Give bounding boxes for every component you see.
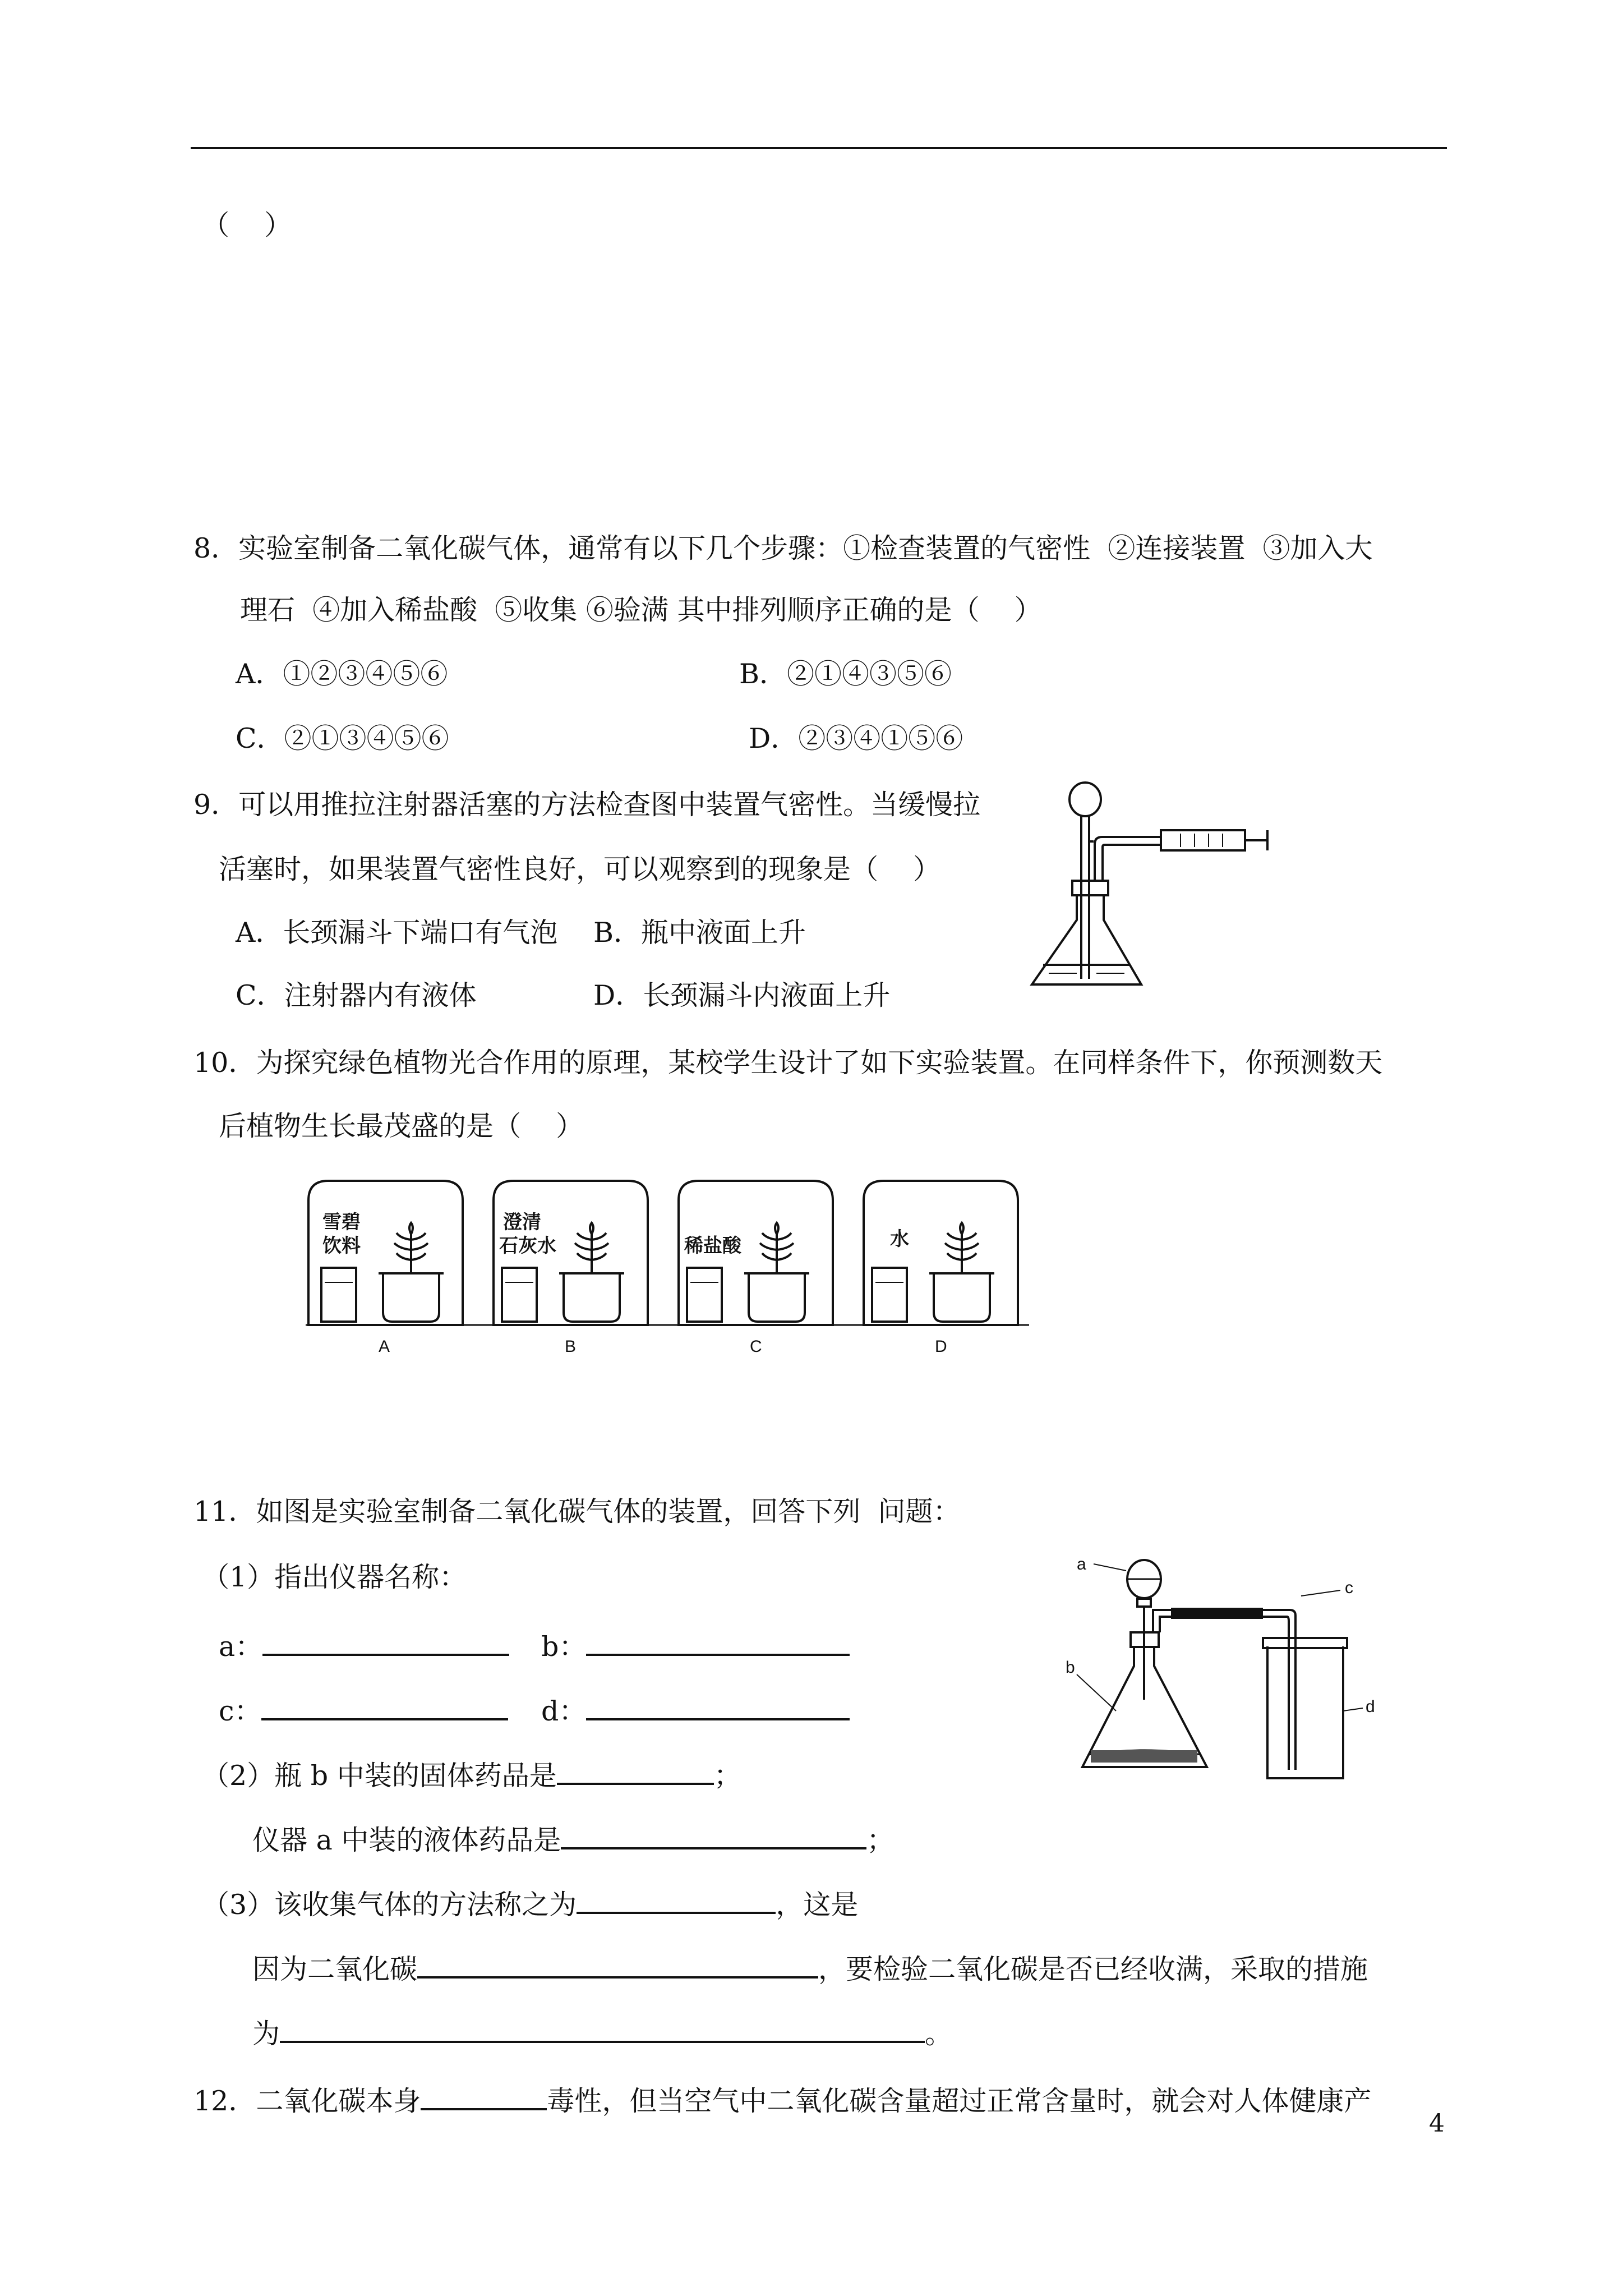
- fig-label-a: a: [1077, 1555, 1086, 1573]
- setup-d-label: 水: [890, 1228, 909, 1250]
- setup-a-letter: A: [379, 1337, 390, 1356]
- syringe-flask-apparatus-figure: [1021, 774, 1279, 999]
- q11-sub3a-text: （3）该收集气体的方法称之为: [202, 1889, 577, 1921]
- q11-d-label: d：: [541, 1695, 587, 1727]
- q9-option-b: B．瓶中液面上升: [593, 917, 806, 949]
- q8-option-c: C．②①③④⑤⑥: [236, 723, 449, 754]
- q11-blank-c: [219, 1691, 508, 1728]
- q11-sub2b: [252, 1820, 894, 1857]
- q11-sub3c: [252, 2014, 952, 2051]
- page-number: 4: [1429, 2109, 1445, 2138]
- q8-stem-line2: 理石 ④加入稀盐酸 ⑤收集 ⑥验满 其中排列顺序正确的是（ ）: [240, 594, 1042, 626]
- q11-d-answer-line[interactable]: [586, 1691, 850, 1720]
- q12-end: 毒性，但当空气中二氧化碳含量超过正常含量时，就会对人体健康产: [547, 2085, 1372, 2117]
- setup-b-letter: B: [565, 1337, 577, 1356]
- q12-toxicity-answer-line[interactable]: [421, 2081, 547, 2110]
- q11-sub3b-end: ，要检验二氧化碳是否已经收满，采取的措施: [818, 1953, 1368, 1985]
- q8-option-d: D．②③④①⑤⑥: [749, 723, 963, 754]
- q11-sub2b-text: 仪器 a 中装的液体药品是: [252, 1824, 561, 1856]
- q11-blank-a: [219, 1627, 509, 1664]
- q11-solid-reagent-answer-line[interactable]: [557, 1756, 714, 1785]
- q9-option-c: C．注射器内有液体: [236, 979, 477, 1011]
- q10-stem-line1: 10．为探究绿色植物光合作用的原理，某校学生设计了如下实验装置。在同样条件下，你预测数天: [193, 1047, 1383, 1079]
- setup-b-label-line1: 澄清: [503, 1212, 541, 1233]
- q8-option-a: A．①②③④⑤⑥: [236, 658, 448, 690]
- q9-option-d: D．长颈漏斗内液面上升: [593, 979, 891, 1011]
- q9-stem-line2: 活塞时，如果装置气密性良好，可以观察到的现象是（ ）: [219, 853, 941, 885]
- q11-collection-method-answer-line[interactable]: [577, 1885, 776, 1914]
- q11-sub3c-end: 。: [925, 2018, 953, 2050]
- setup-c-label: 稀盐酸: [684, 1235, 741, 1257]
- fig-label-b: b: [1066, 1658, 1075, 1677]
- q12-stem: [193, 2081, 1371, 2118]
- q11-liquid-reagent-answer-line[interactable]: [561, 1820, 866, 1849]
- q11-c-answer-line[interactable]: [261, 1691, 508, 1720]
- q8-option-b: B．②①④③⑤⑥: [739, 658, 952, 690]
- q11-a-label: a：: [219, 1631, 263, 1663]
- co2-generation-apparatus-figure: [1060, 1548, 1391, 1784]
- q11-c-label: c：: [219, 1695, 262, 1727]
- setup-d-letter: D: [935, 1337, 947, 1356]
- answer-bracket: （ ）: [202, 209, 292, 241]
- fig-label-c: c: [1345, 1579, 1353, 1597]
- q8-stem-line1: 8．实验室制备二氧化碳气体，通常有以下几个步骤：①检查装置的气密性 ②连接装置 ③加入大: [193, 532, 1373, 564]
- q11-reason-answer-line[interactable]: [417, 1949, 818, 1978]
- setup-a-label-line1: 雪碧: [322, 1212, 361, 1233]
- q11-sub2a-text: （2）瓶 b 中装的固体药品是: [202, 1760, 557, 1792]
- q10-stem-line2: 后植物生长最茂盛的是（ ）: [219, 1110, 584, 1142]
- q11-sub3a: [202, 1885, 858, 1922]
- q12-start: 12．二氧化碳本身: [193, 2085, 421, 2117]
- q11-sub3a-end: ，这是: [776, 1889, 859, 1921]
- fig-label-d: d: [1366, 1697, 1375, 1716]
- q11-sub2a-end: ；: [713, 1760, 741, 1792]
- q9-option-a: A．长颈漏斗下端口有气泡: [236, 917, 558, 949]
- q11-b-answer-line[interactable]: [586, 1627, 850, 1656]
- setup-b-label-line2: 石灰水: [499, 1235, 556, 1257]
- q9-stem-line1: 9．可以用推拉注射器活塞的方法检查图中装置气密性。当缓慢拉: [193, 789, 981, 821]
- q11-sub1: （1）指出仪器名称：: [202, 1561, 467, 1593]
- q11-sub3b-text: 因为二氧化碳: [252, 1953, 418, 1985]
- q11-a-answer-line[interactable]: [262, 1627, 509, 1656]
- q11-sub3c-text: 为: [252, 2018, 280, 2050]
- q11-blank-d: [541, 1691, 850, 1728]
- setup-a-label-line2: 饮料: [322, 1235, 361, 1257]
- q11-b-label: b：: [541, 1631, 587, 1663]
- header-rule: [191, 147, 1447, 149]
- q11-sub2b-end: ；: [866, 1824, 895, 1856]
- q11-sub2a: [202, 1756, 741, 1793]
- q11-sub3b: [252, 1949, 1368, 1986]
- q11-blank-b: [541, 1627, 850, 1664]
- photosynthesis-setups-figure: [306, 1178, 1029, 1363]
- q11-stem: 11．如图是实验室制备二氧化碳气体的装置，回答下列 问题：: [193, 1496, 961, 1527]
- setup-c-letter: C: [750, 1337, 762, 1356]
- q11-test-method-answer-line[interactable]: [280, 2014, 925, 2043]
